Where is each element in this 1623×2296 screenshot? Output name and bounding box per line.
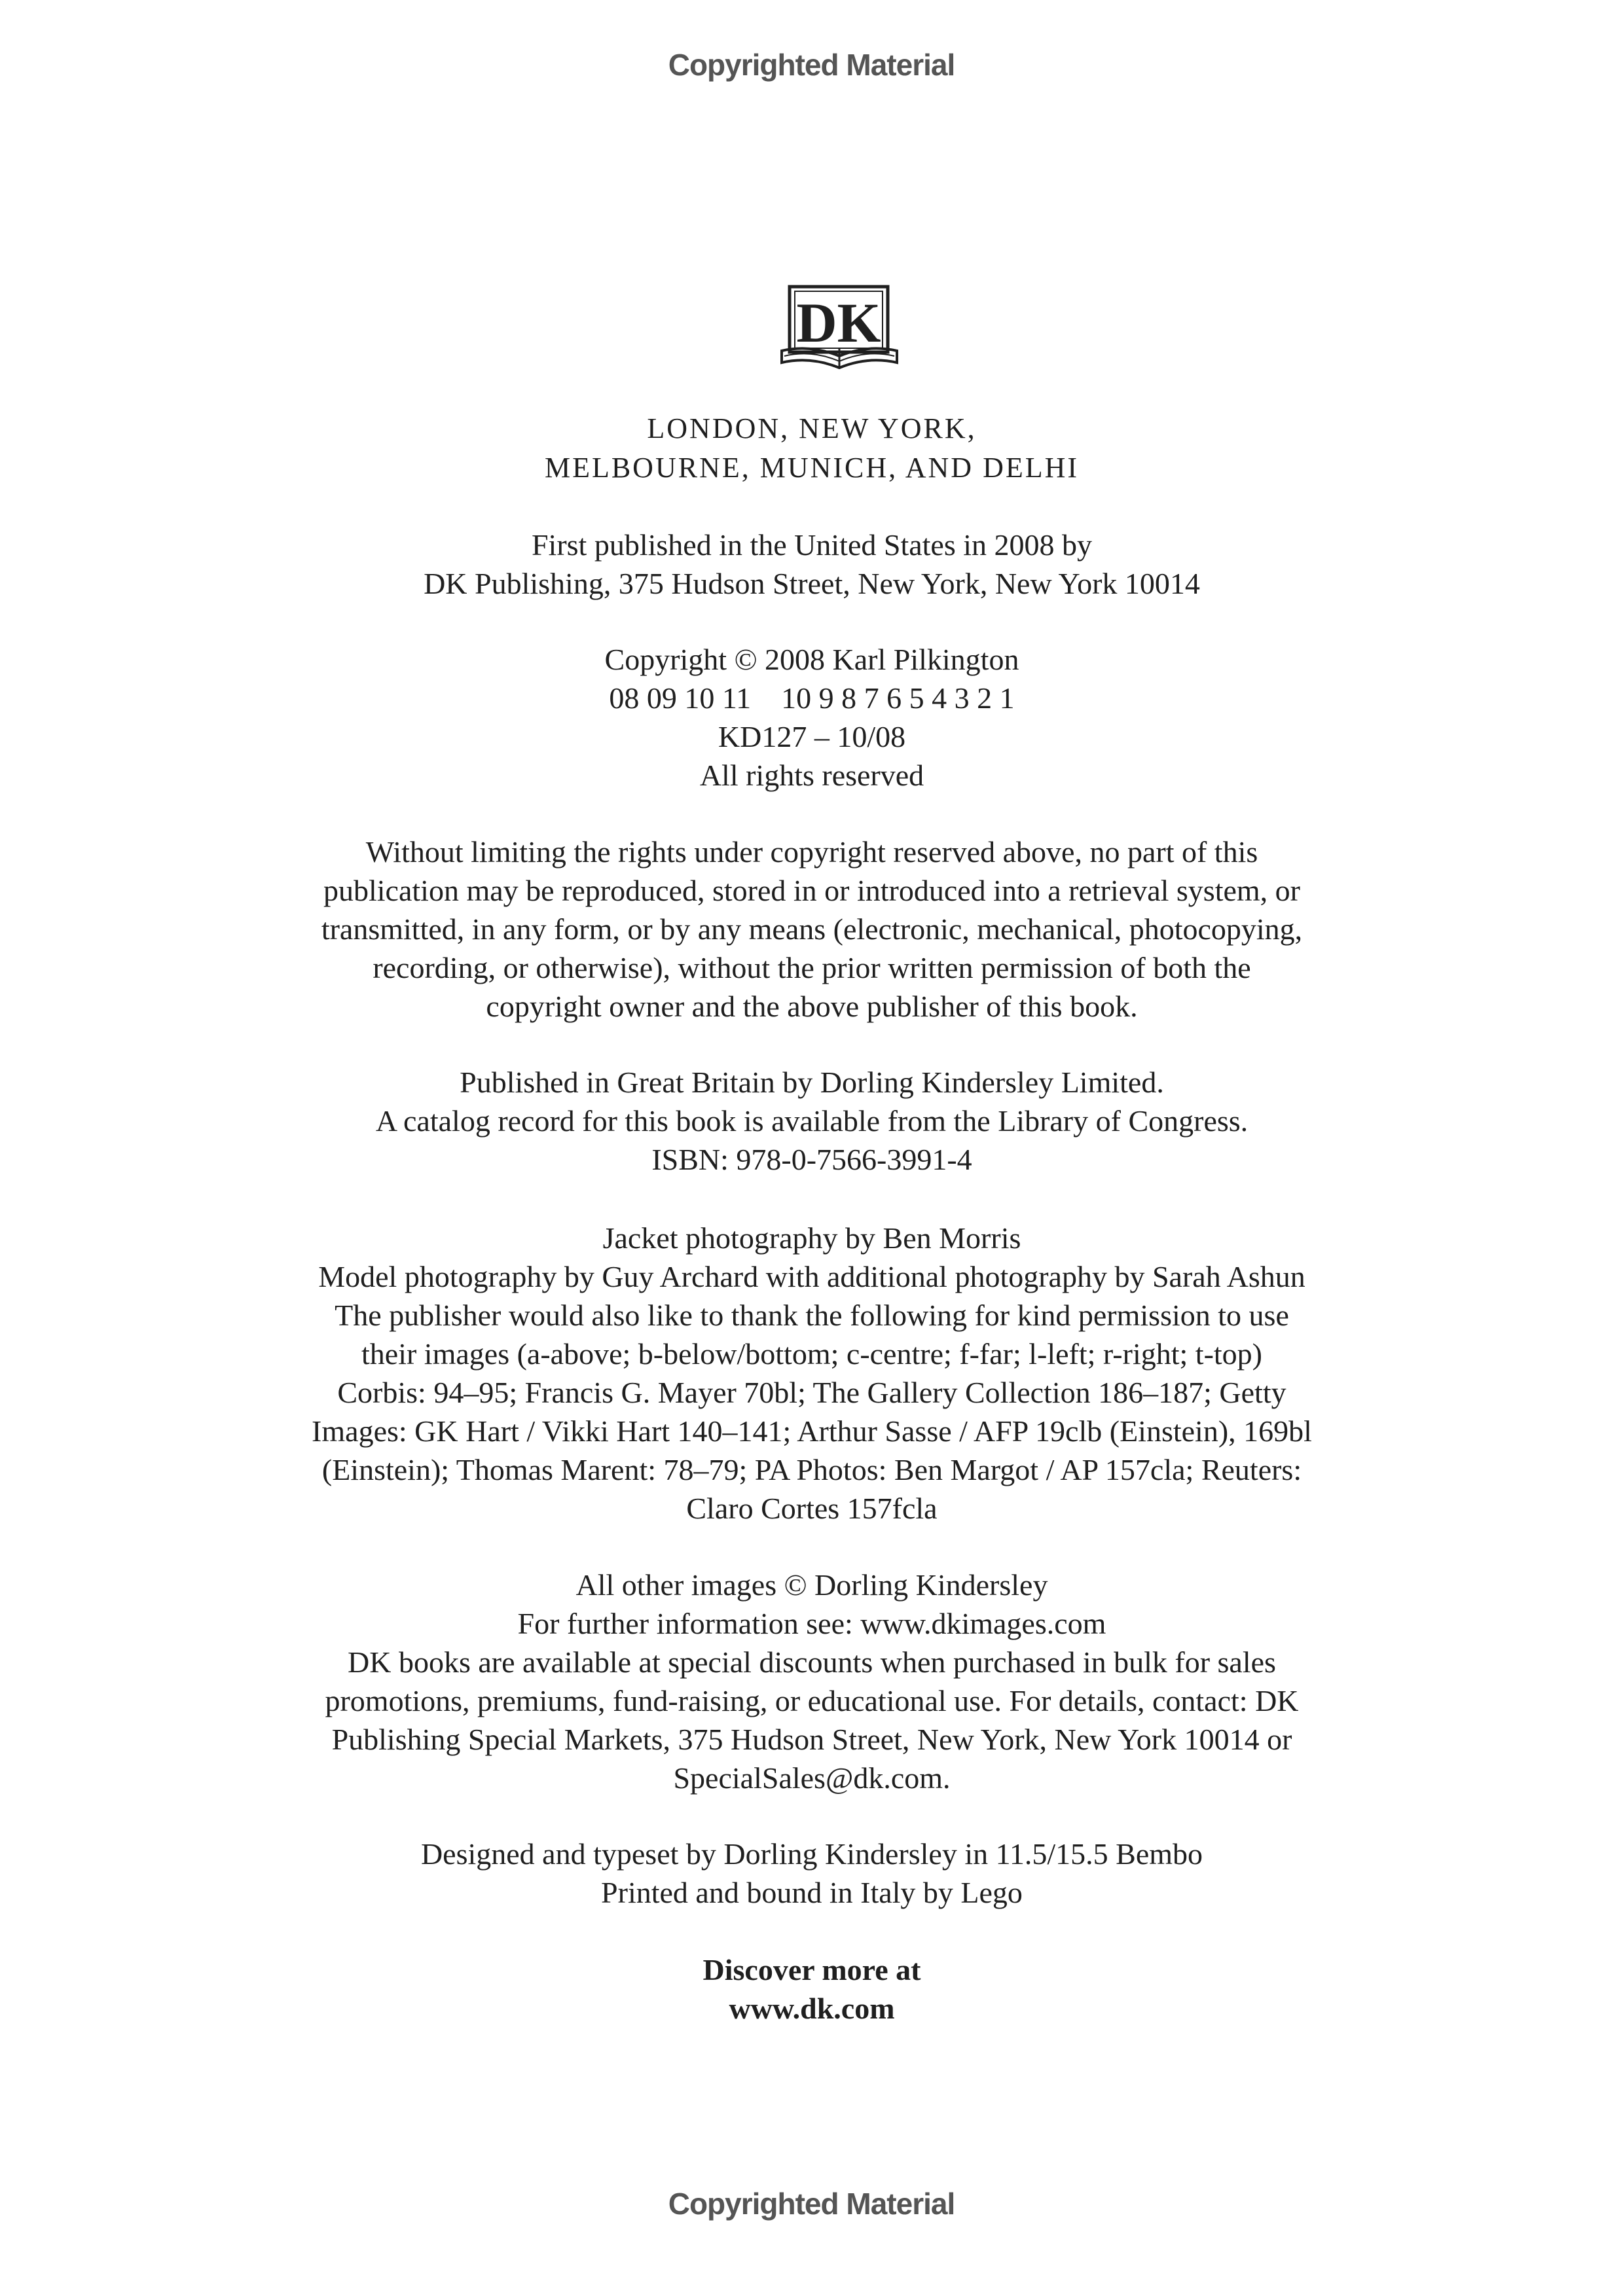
other-line: SpecialSales@dk.com. [673,1761,951,1795]
rights-reserved: All rights reserved [699,759,924,792]
discover-block [249,1950,1375,2028]
design-line: Designed and typeset by Dorling Kindersley in 11.5/15.5 Bembo [420,1837,1203,1871]
rights-line: copyright owner and the above publisher of this book. [486,990,1138,1023]
other-line: DK books are available at special discounts when purchased in bulk for sales [348,1645,1276,1679]
credits-line: Jacket photography by Ben Morris [602,1221,1021,1255]
credits-line: The publisher would also like to thank the following for kind permission to use [335,1299,1289,1332]
credits-line: their images (a-above; b-below/bottom; c-centre; f-far; l-left; r-right; t-top) [361,1337,1262,1371]
publication-line: First published in the United States in 2008 by [531,528,1093,562]
credits-line: Model photography by Guy Archard with additional photography by Sarah Ashun [318,1260,1305,1293]
credits-line: Claro Cortes 157fcla [686,1492,938,1525]
rights-line: Without limiting the rights under copyright reserved above, no part of this [365,835,1258,869]
catalog-block [249,1063,1375,1179]
printing-numbers: 08 09 10 11 10 9 8 7 6 5 4 3 2 1 [609,681,1015,715]
credits-line: (Einstein); Thomas Marent: 78–79; PA Photos: Ben Margot / AP 157cla; Reuters: [321,1453,1302,1486]
catalog-code: KD127 – 10/08 [718,720,906,753]
other-line: All other images © Dorling Kindersley [575,1568,1048,1602]
credits-block [249,1219,1375,1528]
cities-line: LONDON, NEW YORK, [647,412,977,444]
other-line: For further information see: www.dkimages.com [517,1607,1106,1640]
cities-line: MELBOURNE, MUNICH, AND DELHI [544,452,1080,484]
rights-line: publication may be reproduced, stored in or introduced into a retrieval system, or [323,874,1300,907]
catalog-line: Published in Great Britain by Dorling Kindersley Limited. [460,1066,1164,1099]
cities-block [249,409,1375,488]
rights-line: transmitted, in any form, or by any means (electronic, mechanical, photocopying, [321,912,1303,946]
other-line: promotions, premiums, fund-raising, or educational use. For details, contact: DK [325,1684,1299,1717]
design-line: Printed and bound in Italy by Lego [601,1876,1023,1909]
discover-url: www.dk.com [729,1992,895,2025]
publication-block [249,526,1375,603]
credits-line: Corbis: 94–95; Francis G. Mayer 70bl; The Gallery Collection 186–187; Getty [337,1376,1286,1409]
other-info-block [249,1566,1375,1797]
copyright-block [249,640,1375,795]
dk-logo-icon [778,283,901,374]
catalog-line: A catalog record for this book is available from the Library of Congress. [375,1104,1249,1138]
discover-heading: Discover more at [702,1953,921,1986]
rights-statement [249,833,1375,1026]
rights-line: recording, or otherwise), without the prior written permission of both the [373,951,1251,984]
design-block [249,1835,1375,1912]
watermark-bottom: Copyrighted Material [668,2187,955,2221]
credits-line: Images: GK Hart / Vikki Hart 140–141; Arthur Sasse / AFP 19clb (Einstein), 169bl [312,1414,1312,1448]
copyright-line: Copyright © 2008 Karl Pilkington [604,643,1019,676]
isbn: ISBN: 978-0-7566-3991-4 [651,1143,972,1176]
publication-line: DK Publishing, 375 Hudson Street, New York, New York 10014 [424,567,1200,600]
watermark-top: Copyrighted Material [668,48,955,82]
svg-text:DK: DK [796,291,881,354]
other-line: Publishing Special Markets, 375 Hudson Street, New York, New York 10014 or [331,1723,1292,1756]
